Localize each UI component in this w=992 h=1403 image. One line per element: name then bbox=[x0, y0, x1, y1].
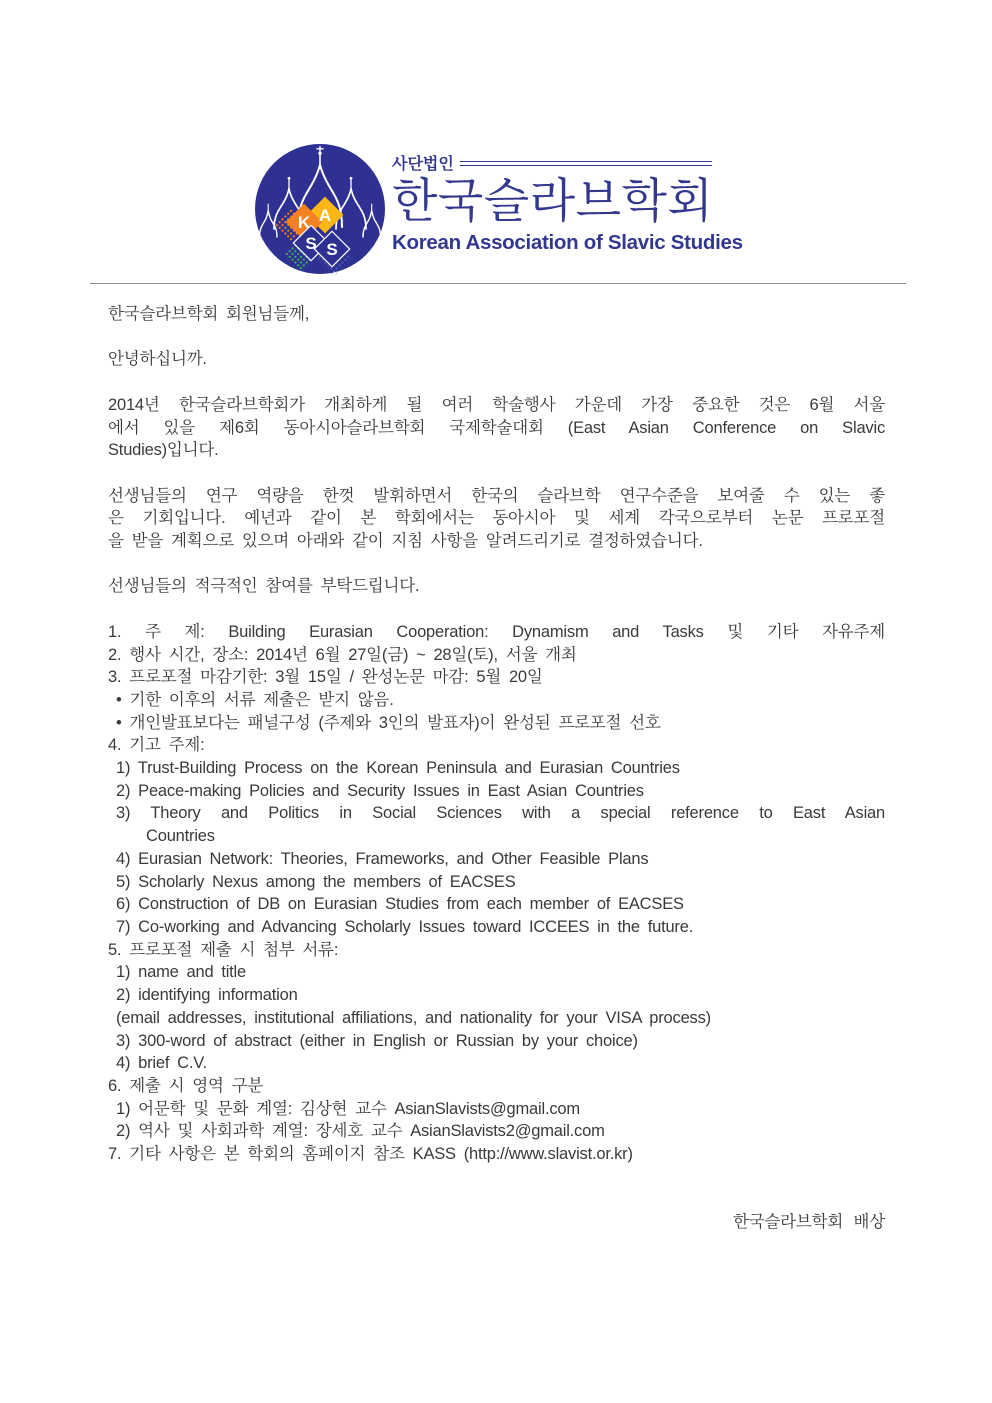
letter-line: • 개인발표보다는 패널구성 (주제와 3인의 발표자)이 완성된 프로포절 선호 bbox=[116, 713, 661, 732]
letter-line: 4. 기고 주제: bbox=[108, 736, 205, 755]
signature-line: 한국슬라브학회 배상 bbox=[732, 1213, 885, 1232]
header-divider bbox=[90, 283, 906, 284]
letter bbox=[108, 303, 885, 1234]
letter-line: 5) Scholarly Nexus among the members of EACSES bbox=[116, 872, 516, 891]
letter-line: 6) Construction of DB on Eurasian Studies from each member of EACSES bbox=[116, 895, 684, 914]
emblem-letter-a: A bbox=[318, 206, 332, 225]
org-name-english: Korean Association of Slavic Studies bbox=[392, 231, 743, 254]
letter-line: 에서 있을 제6회 동아시아슬라브학회 국제학술대회 (East Asian Conference on Slavic bbox=[108, 418, 885, 437]
emblem-letter-s2: S bbox=[326, 240, 338, 259]
letter-line bbox=[108, 598, 885, 621]
emblem-letter-s1: S bbox=[305, 234, 317, 253]
letter-line: 2014년 한국슬라브학회가 개최하게 될 여러 학술행사 가운데 가장 중요한 것은 6월 서울 bbox=[108, 395, 885, 414]
letter-line: 7) Co-working and Advancing Scholarly Issues toward ICCEES in the future. bbox=[116, 917, 694, 936]
org-name-korean: 한국슬라브학회 bbox=[392, 174, 714, 227]
letter-line: Studies)입니다. bbox=[108, 441, 219, 460]
letter-line: 1. 주 제: Building Eurasian Cooperation: Dynamism and Tasks 및 기타 자유주제 bbox=[108, 622, 885, 641]
letter-line: 2) 역사 및 사회과학 계열: 장세호 교수 AsianSlavists2@gmail.com bbox=[116, 1122, 605, 1141]
kass-emblem-logo bbox=[253, 143, 387, 293]
letter-line: 6. 제출 시 영역 구분 bbox=[108, 1076, 264, 1095]
letter-line: 5. 프로포절 제출 시 첨부 서류: bbox=[108, 940, 339, 959]
letter-line: 7. 기타 사항은 본 학회의 홈페이지 참조 KASS (http://www.slavist.or.kr) bbox=[108, 1145, 633, 1164]
letter-body bbox=[108, 303, 885, 1211]
letter-line bbox=[108, 371, 885, 394]
letter-line: 1) name and title bbox=[116, 963, 247, 982]
emblem-letter-k: K bbox=[297, 213, 311, 232]
letter-line: (email addresses, institutional affiliations, and nationality for your VISA process) bbox=[116, 1008, 711, 1027]
letter-line bbox=[108, 326, 885, 349]
letter-line: 을 받을 계획으로 있으며 아래와 같이 지침 사항을 알려드리기로 결정하였습니다. bbox=[108, 532, 703, 551]
letter-line bbox=[108, 1188, 885, 1211]
letter-line: 선생님들의 연구 역량을 한껏 발휘하면서 한국의 슬라브학 연구수준을 보여줄 수 있는 좋 bbox=[108, 486, 885, 505]
letter-line: 1) 어문학 및 문화 계열: 김상현 교수 AsianSlavists@gmail.com bbox=[116, 1099, 580, 1118]
letter-line: 2) Peace-making Policies and Security Issues in East Asian Countries bbox=[116, 781, 644, 800]
letterhead bbox=[253, 143, 743, 293]
letter-line: 3) Theory and Politics in Social Sciences with a special reference to East Asian bbox=[116, 804, 885, 823]
letter-line: Countries bbox=[146, 827, 215, 846]
letter-line: • 기한 이후의 서류 제출은 받지 않음. bbox=[116, 690, 394, 709]
letter-line: 4) Eurasian Network: Theories, Frameworks, and Other Feasible Plans bbox=[116, 849, 649, 868]
letter-line: 3) 300-word of abstract (either in English or Russian by your choice) bbox=[116, 1031, 638, 1050]
letter-line: 2. 행사 시간, 장소: 2014년 6월 27일(금) ~ 28일(토), 서울 개최 bbox=[108, 645, 577, 664]
letter-line: 한국슬라브학회 회원님들께, bbox=[108, 305, 310, 323]
letter-line: 4) brief C.V. bbox=[116, 1054, 207, 1073]
incorporated-label: 사단법인 bbox=[392, 155, 454, 173]
letter-line bbox=[108, 1166, 885, 1189]
incorporated-rule bbox=[460, 161, 712, 166]
letter-line bbox=[108, 462, 885, 485]
letter-line: 3. 프로포절 마감기한: 3월 15일 / 완성논문 마감: 5월 20일 bbox=[108, 668, 543, 687]
letter-line: 안녕하십니까. bbox=[108, 350, 207, 369]
letter-line bbox=[108, 553, 885, 576]
letter-line: 1) Trust-Building Process on the Korean Peninsula and Eurasian Countries bbox=[116, 759, 680, 778]
letter-line: 선생님들의 적극적인 참여를 부탁드립니다. bbox=[108, 577, 420, 596]
letter-line: 2) identifying information bbox=[116, 986, 298, 1005]
letter-line: 은 기회입니다. 예년과 같이 본 학회에서는 동아시아 및 세계 각국으로부터 논문 프로포절 bbox=[108, 509, 885, 528]
logo-wordmark bbox=[392, 152, 743, 255]
